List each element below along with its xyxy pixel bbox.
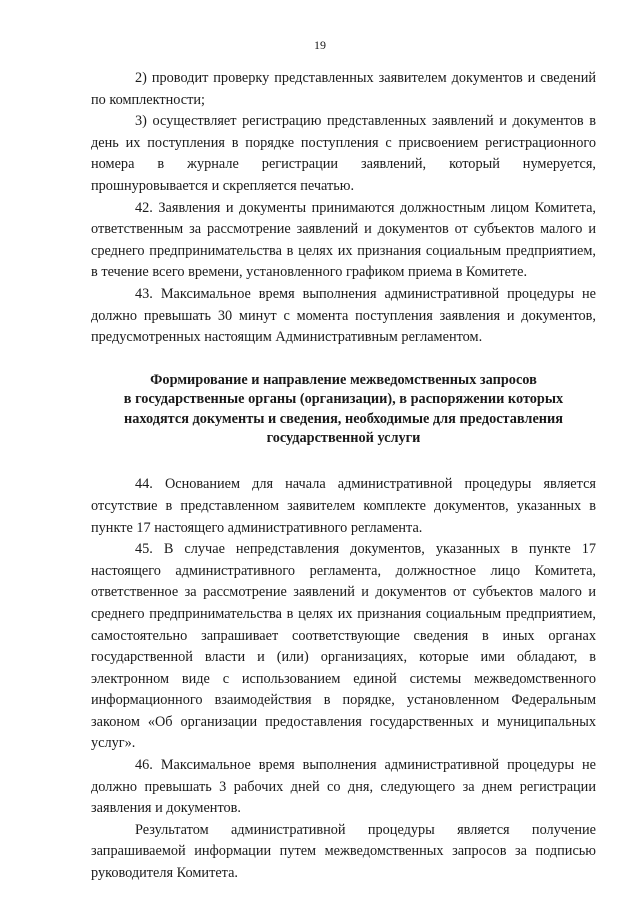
section-heading xyxy=(91,371,596,449)
paragraph-45: 45. В случае непредставления документов, указанных в пункте 17 настоящего административного регламента, должностное лицо Комитета, ответственное за рассмотрение заявлений и документов от субъектов малого и среднего предпринимательства в целях их признания социальным предприятием, самостоятельно запрашивает соответствующие сведения в иных органах государственной власти и (или) организациях, которые ими обладают, в электронном виде с использованием единой системы межведомственного информационного взаимодействия в порядке, установленном Федеральным законом «Об организации предоставления государственных и муниципальных услуг». xyxy=(91,541,596,752)
paragraph-46: 46. Максимальное время выполнения административной процедуры не должно превышать 3 рабочих дней со дня, следующего за днем регистрации заявления и документов. xyxy=(91,757,596,817)
section-heading-line: находятся документы и сведения, необходимые для предоставления xyxy=(123,410,564,427)
section-heading-line: в государственные органы (организации), в распоряжении которых xyxy=(123,391,564,408)
paragraph-43: 43. Максимальное время выполнения административной процедуры не должно превышать 30 минут с момента поступления заявления и документов, предусмотренных настоящим Административным регламентом. xyxy=(91,285,596,346)
paragraph-result: Результатом административной процедуры является получение запрашиваемой информации путем межведомственных запросов за подписью руководителя Комитета. xyxy=(91,821,596,882)
document-body xyxy=(91,68,596,885)
paragraph-42: 42. Заявления и документы принимаются должностным лицом Комитета, ответственным за рассмотрение заявлений и документов от субъектов малого и среднего предпринимательства в целях их признания социальным предприятием, в течение всего времени, установленного графиком приема в Комитете. xyxy=(91,199,596,281)
section-heading-line: государственной услуги xyxy=(266,429,421,446)
page-number: 19 xyxy=(314,38,326,52)
section-heading-line: Формирование и направление межведомственных запросов xyxy=(150,371,537,388)
paragraph-44: 44. Основанием для начала административной процедуры является отсутствие в представленном заявителем комплекте документов, указанных в пункте 17 настоящего административного регламента. xyxy=(91,476,596,536)
paragraph-item-2: 2) проводит проверку представленных заявителем документов и сведений по комплектности; xyxy=(91,70,596,108)
paragraph-item-3: 3) осуществляет регистрацию представленных заявлений и документов в день их поступления в порядке поступления с присвоением регистрационного номера в журнале регистрации заявлений, который нумеруется, прошнуровывается и скрепляется печатью. xyxy=(91,113,596,194)
